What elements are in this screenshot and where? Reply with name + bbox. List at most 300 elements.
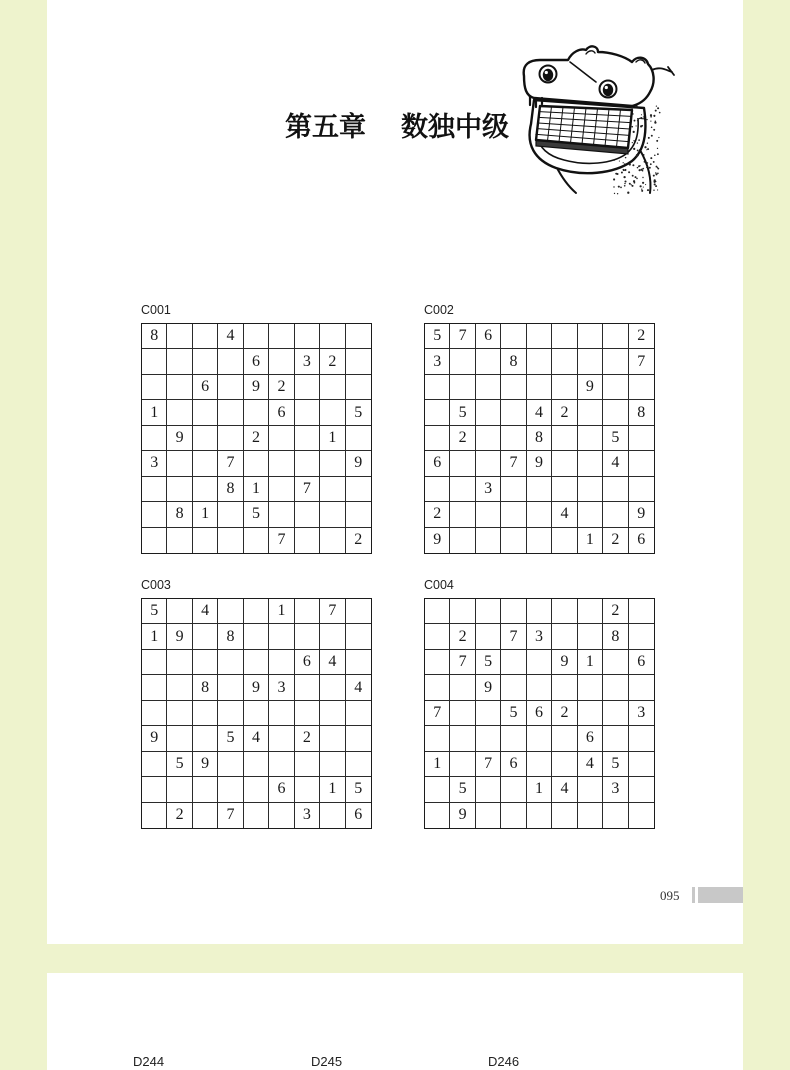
sudoku-cell <box>244 451 269 476</box>
sudoku-cell: 7 <box>450 650 475 675</box>
stipple-dot <box>641 190 643 192</box>
sudoku-cell: 6 <box>425 451 450 476</box>
sudoku-cell: 2 <box>269 375 294 400</box>
sudoku-cell <box>527 752 552 777</box>
sudoku-cell: 3 <box>142 451 167 476</box>
sudoku-cell: 2 <box>320 349 345 374</box>
sudoku-cell: 8 <box>167 502 192 527</box>
stipple-dot <box>617 193 618 194</box>
sudoku-cell: 9 <box>167 426 192 451</box>
sudoku-cell <box>552 624 577 649</box>
stipple-dot <box>647 143 648 144</box>
sudoku-cell <box>425 650 450 675</box>
sudoku-cell: 5 <box>476 650 501 675</box>
sudoku-cell <box>167 375 192 400</box>
sudoku-cell <box>552 528 577 553</box>
sudoku-cell <box>244 752 269 777</box>
sudoku-cell <box>346 477 371 502</box>
sudoku-cell <box>527 726 552 751</box>
sudoku-cell <box>527 528 552 553</box>
sudoku-cell <box>527 477 552 502</box>
sudoku-puzzle <box>141 578 372 829</box>
sudoku-cell <box>425 426 450 451</box>
sudoku-cell <box>501 477 526 502</box>
stipple-dot <box>646 167 647 168</box>
sudoku-cell <box>346 650 371 675</box>
sudoku-cell <box>476 502 501 527</box>
stipple-dot <box>636 178 638 180</box>
sudoku-cell: 5 <box>450 400 475 425</box>
sudoku-cell <box>603 324 628 349</box>
sudoku-cell <box>578 324 603 349</box>
sudoku-cell <box>552 451 577 476</box>
sudoku-cell <box>578 803 603 828</box>
stipple-dot <box>623 169 624 170</box>
sudoku-cell <box>295 502 320 527</box>
sudoku-cell <box>552 349 577 374</box>
sudoku-cell: 6 <box>295 650 320 675</box>
sudoku-cell: 6 <box>269 777 294 802</box>
stipple-dot <box>655 181 656 182</box>
sudoku-cell: 7 <box>476 752 501 777</box>
sudoku-cell <box>501 502 526 527</box>
sudoku-cell <box>320 375 345 400</box>
sudoku-cell <box>167 701 192 726</box>
page-number: 095 <box>660 888 680 903</box>
sudoku-cell: 4 <box>552 502 577 527</box>
sudoku-cell <box>295 375 320 400</box>
sudoku-cell <box>142 426 167 451</box>
sudoku-cell <box>450 726 475 751</box>
sudoku-cell <box>629 752 654 777</box>
eye-pupil <box>603 84 613 96</box>
sudoku-cell <box>450 528 475 553</box>
sudoku-cell <box>218 752 243 777</box>
stipple-dot <box>616 173 618 175</box>
page-tab-stripe <box>692 887 695 903</box>
sudoku-cell <box>603 650 628 675</box>
sudoku-cell: 2 <box>295 726 320 751</box>
sudoku-cell <box>295 752 320 777</box>
eye-highlight <box>545 71 548 74</box>
sudoku-cell <box>346 375 371 400</box>
stipple-dot <box>647 162 649 164</box>
stipple-dot <box>621 172 623 174</box>
sudoku-cell <box>450 451 475 476</box>
sudoku-cell <box>244 599 269 624</box>
sudoku-cell <box>193 400 218 425</box>
sudoku-cell <box>142 777 167 802</box>
sudoku-cell <box>218 777 243 802</box>
sudoku-cell <box>527 675 552 700</box>
stipple-dot <box>631 107 633 109</box>
stipple-dot <box>618 186 620 188</box>
sudoku-cell <box>320 400 345 425</box>
sudoku-cell <box>603 477 628 502</box>
sudoku-cell <box>578 400 603 425</box>
sudoku-cell <box>501 426 526 451</box>
stipple-dot <box>639 169 641 171</box>
sudoku-cell <box>501 400 526 425</box>
hippo-eye-right <box>600 81 617 98</box>
puzzle-label: C004 <box>424 578 454 592</box>
stipple-dot <box>637 167 639 169</box>
sudoku-cell <box>269 624 294 649</box>
sudoku-grid <box>141 323 372 554</box>
sudoku-cell <box>578 426 603 451</box>
stipple-dot <box>641 114 642 115</box>
sudoku-cell <box>269 650 294 675</box>
sudoku-cell <box>269 477 294 502</box>
sudoku-cell <box>552 803 577 828</box>
sudoku-cell <box>320 528 345 553</box>
sudoku-cell: 5 <box>346 777 371 802</box>
stipple-dot <box>646 149 647 150</box>
sudoku-cell <box>244 777 269 802</box>
sudoku-cell: 8 <box>501 349 526 374</box>
sudoku-cell <box>346 701 371 726</box>
stipple-dot <box>613 160 614 161</box>
sudoku-cell: 1 <box>142 400 167 425</box>
sudoku-cell <box>476 451 501 476</box>
sudoku-cell: 4 <box>320 650 345 675</box>
stipple-dot <box>640 117 642 119</box>
stipple-dot <box>658 137 659 138</box>
stipple-dot <box>643 154 645 156</box>
chapter-title: 数独中级 <box>401 112 509 143</box>
sudoku-cell <box>527 324 552 349</box>
stipple-dot <box>625 157 627 159</box>
stipple-dot <box>634 120 636 122</box>
sudoku-cell: 8 <box>629 400 654 425</box>
sudoku-cell <box>552 752 577 777</box>
stipple-dot <box>637 142 638 143</box>
puzzle-label: D246 <box>488 1054 520 1069</box>
sudoku-cell <box>501 650 526 675</box>
sudoku-grid <box>424 323 655 554</box>
sudoku-cell <box>450 599 475 624</box>
sudoku-cell: 7 <box>501 451 526 476</box>
sudoku-cell <box>450 375 475 400</box>
hippo-icon <box>510 40 680 195</box>
sudoku-cell <box>578 477 603 502</box>
stipple-dot <box>632 126 634 128</box>
stipple-dot <box>642 182 644 184</box>
sudoku-cell: 2 <box>552 400 577 425</box>
sudoku-cell <box>629 375 654 400</box>
sudoku-cell <box>218 528 243 553</box>
stipple-dot <box>646 119 647 120</box>
sudoku-cell <box>193 451 218 476</box>
stipple-dot <box>644 161 646 163</box>
sudoku-grid <box>424 598 655 829</box>
hippo-tail-squiggle <box>652 67 674 75</box>
sudoku-cell <box>244 803 269 828</box>
stipple-dot <box>650 121 651 122</box>
book-page <box>47 0 743 944</box>
sudoku-cell: 6 <box>354 806 363 824</box>
sudoku-puzzle <box>424 578 655 829</box>
sudoku-cell <box>295 528 320 553</box>
sudoku-cell: 8 <box>142 324 167 349</box>
sudoku-cell <box>476 624 501 649</box>
sudoku-cell <box>552 726 577 751</box>
sudoku-cell <box>629 599 654 624</box>
stipple-dot <box>620 187 622 189</box>
sudoku-cell: 7 <box>450 324 475 349</box>
sudoku-cell: 2 <box>552 701 577 726</box>
sudoku-cell: 9 <box>346 451 371 476</box>
sudoku-cell <box>193 624 218 649</box>
sudoku-cell <box>167 777 192 802</box>
sudoku-cell <box>476 777 501 802</box>
sudoku-cell <box>578 451 603 476</box>
stipple-dot <box>654 183 656 185</box>
sudoku-cell: 4 <box>346 675 371 700</box>
sudoku-cell: 2 <box>629 324 654 349</box>
hippo-eye-left <box>540 66 557 83</box>
sudoku-cell <box>603 349 628 374</box>
sudoku-cell <box>476 701 501 726</box>
sudoku-cell: 6 <box>476 324 501 349</box>
sudoku-cell <box>320 752 345 777</box>
sudoku-cell <box>476 803 501 828</box>
sudoku-cell: 3 <box>603 777 628 802</box>
chapter-label: 第五章 <box>285 112 366 143</box>
sudoku-cell <box>552 675 577 700</box>
sudoku-cell <box>527 650 552 675</box>
sudoku-cell <box>552 426 577 451</box>
sudoku-cell <box>425 599 450 624</box>
sudoku-cell <box>578 675 603 700</box>
puzzle-label: D245 <box>311 1054 343 1069</box>
stipple-dot <box>657 189 658 190</box>
sudoku-cell <box>346 426 371 451</box>
sudoku-cell <box>142 803 167 828</box>
sudoku-cell: 5 <box>346 400 371 425</box>
stipple-dot <box>657 168 659 170</box>
stipple-dot <box>657 153 659 155</box>
sudoku-cell <box>603 726 628 751</box>
puzzle-label: C002 <box>424 303 454 317</box>
sudoku-cell <box>501 803 526 828</box>
sudoku-cell: 4 <box>218 324 243 349</box>
sudoku-cell <box>425 726 450 751</box>
sudoku-cell <box>501 599 526 624</box>
sudoku-cell: 1 <box>193 502 218 527</box>
stipple-dot <box>623 162 624 163</box>
sudoku-puzzle <box>141 303 372 554</box>
sudoku-cell <box>346 502 371 527</box>
sudoku-cell <box>603 375 628 400</box>
sudoku-cell: 9 <box>629 502 654 527</box>
sudoku-cell: 8 <box>603 624 628 649</box>
sudoku-cell <box>629 803 654 828</box>
stipple-dot <box>655 121 656 122</box>
stipple-dot <box>651 135 653 137</box>
sudoku-cell <box>476 400 501 425</box>
stipple-dot <box>643 187 644 188</box>
sudoku-cell: 7 <box>320 599 345 624</box>
sudoku-cell <box>193 349 218 374</box>
stipple-dot <box>640 185 642 187</box>
sudoku-cell <box>450 701 475 726</box>
sudoku-cell <box>295 599 320 624</box>
stipple-dot <box>644 146 646 148</box>
sudoku-cell <box>501 324 526 349</box>
sudoku-cell <box>425 803 450 828</box>
sudoku-cell <box>193 650 218 675</box>
sudoku-cell <box>167 324 192 349</box>
sudoku-cell: 1 <box>244 477 269 502</box>
stipple-dot <box>642 168 644 170</box>
eye-pupil <box>543 69 553 81</box>
sudoku-cell <box>346 726 371 751</box>
sudoku-cell: 3 <box>629 701 654 726</box>
sudoku-cell: 6 <box>629 650 654 675</box>
stipple-dot <box>641 125 643 127</box>
sudoku-cell <box>425 477 450 502</box>
sudoku-cell: 1 <box>578 650 603 675</box>
stipple-dot <box>613 186 614 187</box>
stipple-dot <box>633 131 635 133</box>
sudoku-cell <box>218 349 243 374</box>
sudoku-cell <box>629 777 654 802</box>
sudoku-cell: 6 <box>501 752 526 777</box>
stipple-dot <box>624 180 626 182</box>
stipple-dot <box>636 125 637 126</box>
sudoku-cell: 9 <box>167 624 192 649</box>
sudoku-cell <box>346 752 371 777</box>
sudoku-cell <box>578 777 603 802</box>
sudoku-cell <box>425 375 450 400</box>
puzzle-label: D244 <box>133 1054 165 1069</box>
sudoku-cell <box>603 675 628 700</box>
sudoku-cell <box>578 599 603 624</box>
stipple-dot <box>659 112 661 114</box>
stipple-dot <box>631 184 632 185</box>
sudoku-cell <box>269 726 294 751</box>
eye-highlight <box>605 86 608 89</box>
sudoku-cell <box>603 701 628 726</box>
stipple-dot <box>647 148 649 150</box>
sudoku-cell <box>193 701 218 726</box>
sudoku-cell <box>167 528 192 553</box>
sudoku-cell <box>346 349 371 374</box>
sudoku-cell <box>295 400 320 425</box>
sudoku-cell: 9 <box>193 752 218 777</box>
sudoku-cell: 1 <box>425 752 450 777</box>
stipple-dot <box>624 163 626 165</box>
sudoku-cell: 5 <box>425 324 450 349</box>
sudoku-cell <box>501 375 526 400</box>
stipple-dot <box>647 189 649 191</box>
sudoku-cell <box>476 528 501 553</box>
sudoku-cell: 2 <box>244 426 269 451</box>
stipple-dot <box>650 163 652 165</box>
sudoku-cell <box>501 528 526 553</box>
sudoku-cell <box>218 650 243 675</box>
sudoku-cell: 9 <box>552 650 577 675</box>
sudoku-cell: 7 <box>295 477 320 502</box>
sudoku-cell: 1 <box>320 777 345 802</box>
sudoku-cell: 6 <box>527 701 552 726</box>
sudoku-cell <box>603 502 628 527</box>
sudoku-cell <box>501 777 526 802</box>
stipple-dot <box>642 118 644 120</box>
stipple-dot <box>653 161 655 163</box>
sudoku-cell <box>552 324 577 349</box>
sudoku-cell <box>167 599 192 624</box>
sudoku-cell <box>629 624 654 649</box>
sudoku-cell <box>629 451 654 476</box>
stipple-dot <box>656 105 657 106</box>
sudoku-cell: 1 <box>142 624 167 649</box>
sudoku-cell <box>218 400 243 425</box>
sudoku-cell: 4 <box>552 777 577 802</box>
sudoku-cell <box>578 624 603 649</box>
sudoku-cell <box>193 477 218 502</box>
sudoku-cell <box>244 400 269 425</box>
sudoku-cell: 7 <box>501 624 526 649</box>
stipple-dot <box>631 185 633 187</box>
sudoku-cell <box>425 400 450 425</box>
sudoku-cell <box>320 726 345 751</box>
stipple-dot <box>653 189 654 190</box>
sudoku-cell: 8 <box>218 477 243 502</box>
sudoku-cell <box>218 599 243 624</box>
sudoku-cell: 1 <box>578 528 603 553</box>
sudoku-cell <box>218 701 243 726</box>
sudoku-cell: 7 <box>269 528 294 553</box>
sudoku-cell <box>167 349 192 374</box>
sudoku-cell <box>167 477 192 502</box>
stipple-dot <box>648 137 650 139</box>
stipple-dot <box>632 164 634 166</box>
stipple-dot <box>638 139 640 141</box>
sudoku-cell <box>476 349 501 374</box>
sudoku-cell <box>193 803 218 828</box>
stipple-dot <box>655 110 657 112</box>
sudoku-grid <box>141 598 372 829</box>
stipple-dot <box>643 143 644 144</box>
sudoku-cell: 9 <box>425 528 450 553</box>
sudoku-cell: 5 <box>450 777 475 802</box>
sudoku-cell <box>425 777 450 802</box>
sudoku-cell: 7 <box>425 701 450 726</box>
sudoku-cell: 5 <box>603 426 628 451</box>
sudoku-cell <box>269 502 294 527</box>
sudoku-cell <box>269 752 294 777</box>
sudoku-cell <box>218 675 243 700</box>
stipple-dot <box>614 193 615 194</box>
sudoku-cell <box>603 803 628 828</box>
sudoku-cell <box>578 349 603 374</box>
sudoku-cell <box>527 803 552 828</box>
sudoku-cell <box>142 528 167 553</box>
sudoku-cell <box>193 726 218 751</box>
sudoku-cell <box>552 477 577 502</box>
sudoku-cell <box>244 324 269 349</box>
sudoku-cell <box>167 400 192 425</box>
stipple-dot <box>624 183 625 184</box>
sudoku-cell <box>269 426 294 451</box>
sudoku-cell: 2 <box>450 426 475 451</box>
sudoku-cell <box>295 777 320 802</box>
stipple-dot <box>627 192 629 194</box>
sudoku-cell <box>425 675 450 700</box>
stipple-dot <box>643 116 644 117</box>
